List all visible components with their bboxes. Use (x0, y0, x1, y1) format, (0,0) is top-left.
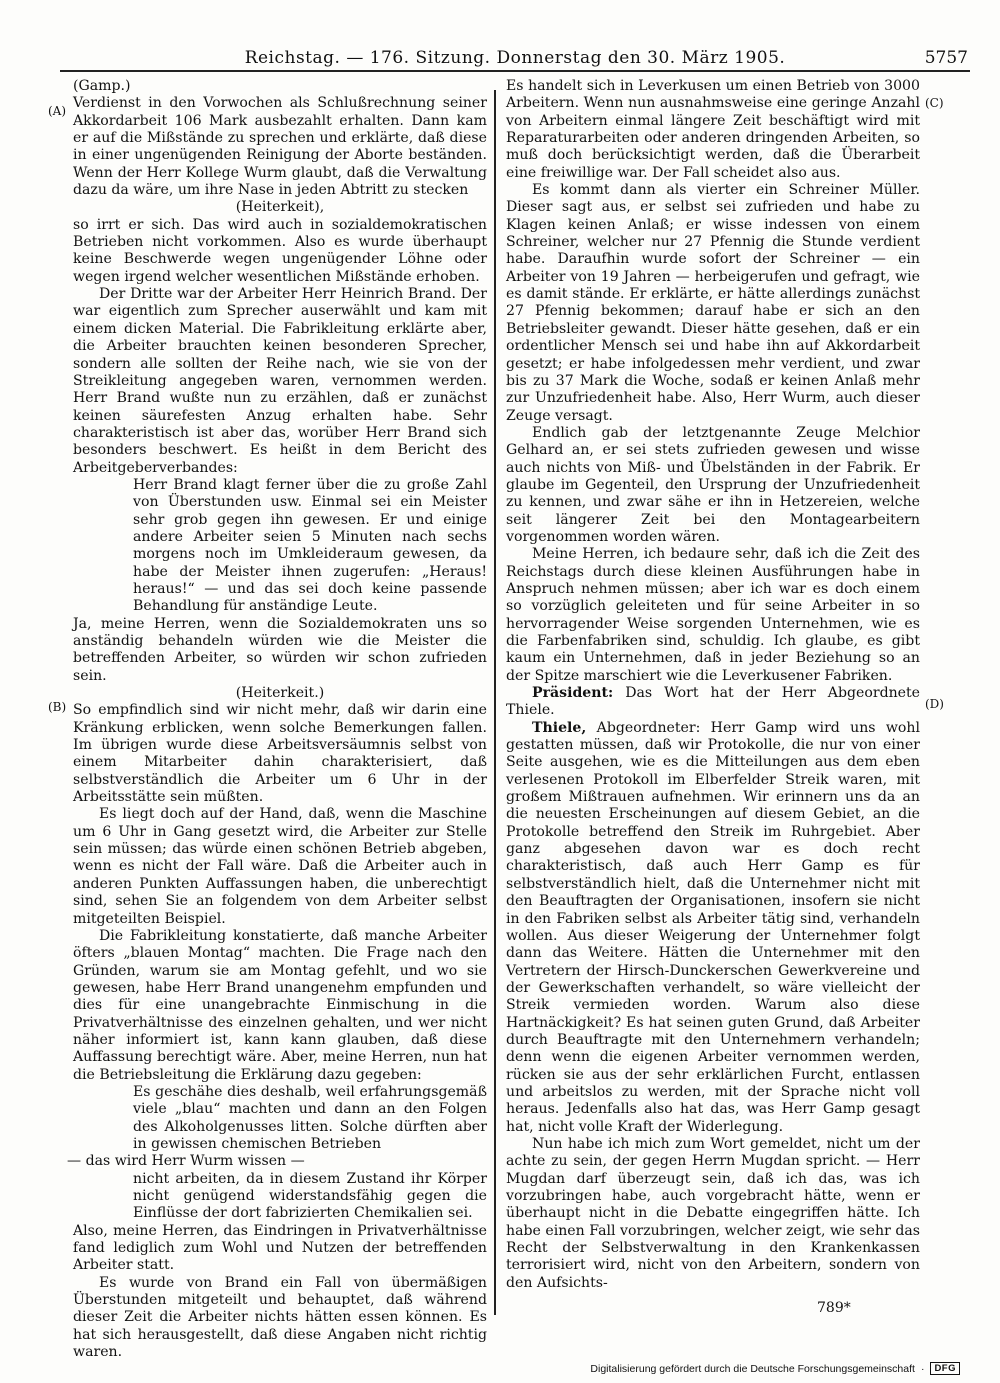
page-number: 5757 (924, 48, 968, 68)
dfg-logo: DFG (930, 1362, 960, 1375)
paragraph: Die Fabrikleitung konstatierte, daß manche Arbeiter öfters „blauen Montag“ machten. Die Frage nach den Gründen, warum sie am Montag gefehlt, und wo sie gewesen, habe Herr Brand unangenehm empfunden und dies für eine unangebrachte Einmischung in die Privatverhältnisse des einzelnen gehalten, und wer nicht näher informiert ist, kann kann glauben, daß diese Auffassung berechtigt wäre. Aber, meine Herren, nun hat die Betriebsleitung die Erklärung dazu gegeben: (73, 927, 487, 1083)
header-title: Reichstag. — 176. Sitzung. Donnerstag den 30. März 1905. (244, 48, 786, 68)
paragraph: Es wurde von Brand ein Fall von übermäßigen Überstunden mitgeteilt und behauptet, daß während dieser Zeit die Arbeiter nichts hätten essen können. Es hat sich herausgestellt, daß diese Angaben nicht richtig waren. (73, 1274, 487, 1361)
column-divider (494, 90, 496, 1315)
paragraph: Es liegt doch auf der Hand, daß, wenn die Maschine um 6 Uhr in Gang gesetzt wird, die Arbeiter zur Stelle sein müssen; das würde einen schönen Betrieb abgeben, wenn es nicht der Fall wäre. Daß die Arbeiter auch in anderen Punkten Auffassungen haben, die unberechtigt sind, sehen Sie an folgendem von dem Arbeiter selbst mitgeteilten Beispiel. (73, 806, 487, 927)
block-quote: Herr Brand klagt ferner über die zu große Zahl von Überstunden usw. Einmal sei ein Meister sehr grob gegen ihn gewesen. Er und einige andere Arbeiter seien 5 Minuten nach sechs morgens noch im Umkleideraum gewesen, da habe der Meister ihnen zugerufen: „Heraus! heraus!“ — und das sei doch keine passende Behandlung für anständige Leute. (133, 476, 487, 615)
paragraph: Nun habe ich mich zum Wort gemeldet, nicht um der achte zu sein, der gegen Herrn Mugdan spricht. — Herr Mugdan darf überzeugt sein, daß ich das, was ich vorzubringen habe, auch vorgebracht hätte, wenn er überhaupt nicht in die Debatte eingegriffen hätte. Ich habe einen Fall vorzubringen, welcher zeigt, wie sehr das Recht der Selbstverwaltung in den Krankenkassen terrorisiert wird, nicht von den Arbeitern, sondern von den Aufsichts- (506, 1135, 920, 1291)
paragraph: Meine Herren, ich bedaure sehr, daß ich die Zeit des Reichstags durch diese kleinen Ausführungen habe in Anspruch nehmen müssen; aber ich war es doch einem so vorzüglich geleiteten und für seine Arbeiter in so hervorragender Weise sorgenden Unternehmen, wie es die Farbenfabriken sind, schuldig. Ich glaube, es gibt kaum ein Unternehmen, daß in jeder Beziehung so an der Spitze marschiert wie die Leverkusener Fabriken. (506, 546, 920, 684)
paragraph: Es handelt sich in Leverkusen um einen Betrieb von 3000 Arbeitern. Wenn nun ausnahmsweise eine geringe Anzahl von Arbeitern einmal längere Zeit beschäftigt wird mit Reparaturarbeiten oder anderen dringenden Arbeiten, so muß doch berücksichtigt werden, daß die Überarbeit eine freiwillige war. Der Fall scheidet also aus. (506, 78, 920, 181)
speaker-name: Thiele, (532, 719, 587, 736)
left-column (67, 78, 487, 1361)
signature-mark: 789* (817, 1300, 851, 1316)
paragraph: (Heiterkeit.) (235, 685, 325, 702)
paragraph: (Gamp.) (73, 78, 131, 94)
paragraph: — das wird Herr Wurm wissen — (67, 1153, 305, 1170)
page-header (60, 44, 970, 72)
margin-mark-b: (B) (48, 700, 67, 714)
right-column (506, 78, 920, 1292)
speaker-paragraph (506, 685, 920, 720)
margin-mark-a: (A) (48, 104, 67, 118)
block-quote: Es geschähe dies deshalb, weil erfahrungsgemäß viele „blau“ machten und dann an den Folgen des Alkoholgenusses litten. Solche dürften aber in gewissen chemischen Betrieben (133, 1083, 487, 1152)
margin-mark-d: (D) (925, 697, 944, 711)
paragraph: Verdienst in den Vorwochen als Schlußrechnung seiner Akkordarbeit 106 Mark ausbezahlt erhalten. Dann kam er auf die Mißstände zu sprechen und erklärte, daß diese in einer ungenügenden Reinigung der Aborte beständen. Wenn der Herr Kollege Wurm glaubt, daß die Verwaltung dazu da wäre, um ihre Nase in jeden Abtritt zu stecken (73, 95, 487, 199)
footer: Digitalisierung gefördert durch die Deutsche Forschungsgemeinschaft · DFG (590, 1362, 960, 1375)
speaker-text: Das Wort hat der Herr Abgeordnete Thiele. (506, 685, 921, 719)
block-quote: nicht arbeiten, da in diesem Zustand ihr Körper nicht genügend widerstandsfähig gegen die Einflüsse der dort fabrizierten Chemikalien sei. (133, 1170, 487, 1222)
paragraph: so irrt er sich. Das wird auch in sozialdemokratischen Betrieben nicht vorkommen. Also es wurde überhaupt keine Beschwerde wegen ungenügender Löhne oder wegen irgend welcher wesentlichen Mißstände erhoben. (73, 216, 487, 285)
speaker-paragraph (506, 720, 920, 1136)
paragraph: Ja, meine Herren, wenn die Sozialdemokraten uns so anständig behandeln würden wie die Meister die betreffenden Arbeiter, so würden wir schon zufrieden sein. (73, 615, 487, 684)
paragraph: Der Dritte war der Arbeiter Herr Heinrich Brand. Der war eigentlich zum Sprecher auserwählt und kam mit einem dicken Material. Die Fabrikleitung erklärte aber, die Arbeiter brauchten keinen besonderen Sprecher, sondern alle sollten der Reihe nach, wie sie von der Streikleitung angegeben waren, vernommen werden. Herr Brand wußte nun zu erzählen, daß er zunächst keinen säurefesten Anzug erhalten habe. Sehr charakteristisch ist aber das, worüber Herr Brand sich besonders beschwert. Es heißt in dem Bericht des Arbeitgeberverbandes: (73, 286, 487, 476)
paragraph: Endlich gab der letztgenannte Zeuge Melchior Gelhard an, er sei stets zufrieden gewesen und wisse auch nichts von Miß- und Übelständen in der Fabrik. Er glaube im Gegenteil, den Ursprung der Unzufriedenheit zu kennen, und zwar sähe er ihn in Hetzereien, welche seit längerer Zeit bei den Montagearbeitern vorgenommen worden wären. (506, 424, 920, 545)
paragraph: Also, meine Herren, das Eindringen in Privatverhältnisse fand lediglich zum Wohl und Nutzen der betreffenden Arbeiter statt. (73, 1222, 487, 1274)
speaker-text: Abgeordneter: Herr Gamp wird uns wohl gestatten müssen, daß wir Protokolle, die nur von einer Seite ausgehen, wie es die Mitteilungen aus dem eben verlesenen Protokoll im Elberfelder Streik waren, mit großem Mißtrauen aufnehmen. Wir erinnern uns da an die neuesten Erscheinungen auf diesem Gebiet, an die Protokolle betreffend den Streik im Ruhrgebiet. Aber ganz abgesehen davon war es doch recht charakteristisch, daß auch Herr Gamp es für selbstverständlich hielt, daß die Unternehmer nicht mit den Beauftragten der Organisationen, insofern sie nicht in den Fabriken selbst als Arbeiter tätig sind, verhandeln wollen. Aus dieser Weigerung der Unternehmer folgt dann das Weitere. Hätten die Unternehmer mit den Vertretern der Hirsch-Dunckerschen Gewerkvereine und der Gewerkschaften verhandelt, so wäre vielleicht der Streik vermieden worden. Warum also diese Hartnäckigkeit? Es hat seinen guten Grund, daß Arbeiter durch Beauftragte mit den Unternehmern verhandeln; denn wenn die eigenen Arbeiter vernommen werden, rücken sie aus der sehr erklärlichen Furcht, entlassen und arbeitslos zu werden, mit der Sprache nicht voll heraus. Jedenfalls also hat das, was Herr Gamp gesagt hat, nicht volle Kraft der Widerlegung. (506, 719, 921, 1135)
footer-text: Digitalisierung gefördert durch die Deutsche Forschungsgemeinschaft (590, 1362, 915, 1375)
paragraph: Es kommt dann als vierter ein Schreiner Müller. Dieser sagt aus, er selbst sei zufrieden und habe zu Klagen keinen Anlaß; er wisse indessen von einem Schreiner, welcher nur 27 Pfennig die Stunde verdient habe. Daraufhin wurde sofort der Schreiner — ein Arbeiter von 19 Jahren — herbeigerufen und gefragt, wie es damit stände. Er erklärte, er hätte allerdings zunächst 27 Pfennig bekommen; darauf habe er sich an den Betriebsleiter gewandt. Dieser hätte gesehen, daß er ein ordentlicher Mensch sei und habe ihn auf Akkordarbeit gesetzt; er habe infolgedessen mehr verdient, und zwar bis zu 37 Mark die Woche, sodaß er keinen Anlaß mehr zur Unzufriedenheit habe. Also, Herr Wurm, auch dieser Zeuge versagt. (506, 182, 920, 424)
paragraph: (Heiterkeit), (235, 199, 325, 216)
speaker-name: Präsident: (532, 685, 614, 702)
margin-mark-c: (C) (925, 96, 944, 110)
paragraph: So empfindlich sind wir nicht mehr, daß wir darin eine Kränkung erblicken, wenn solche Bemerkungen fallen. Im übrigen wurde diese Arbeitsversäumnis selbst von einem Mitarbeiter dahin charakterisiert, daß selbstverständlich die Arbeiter um 6 Uhr in der Arbeitsstätte sein müßten. (73, 702, 487, 806)
